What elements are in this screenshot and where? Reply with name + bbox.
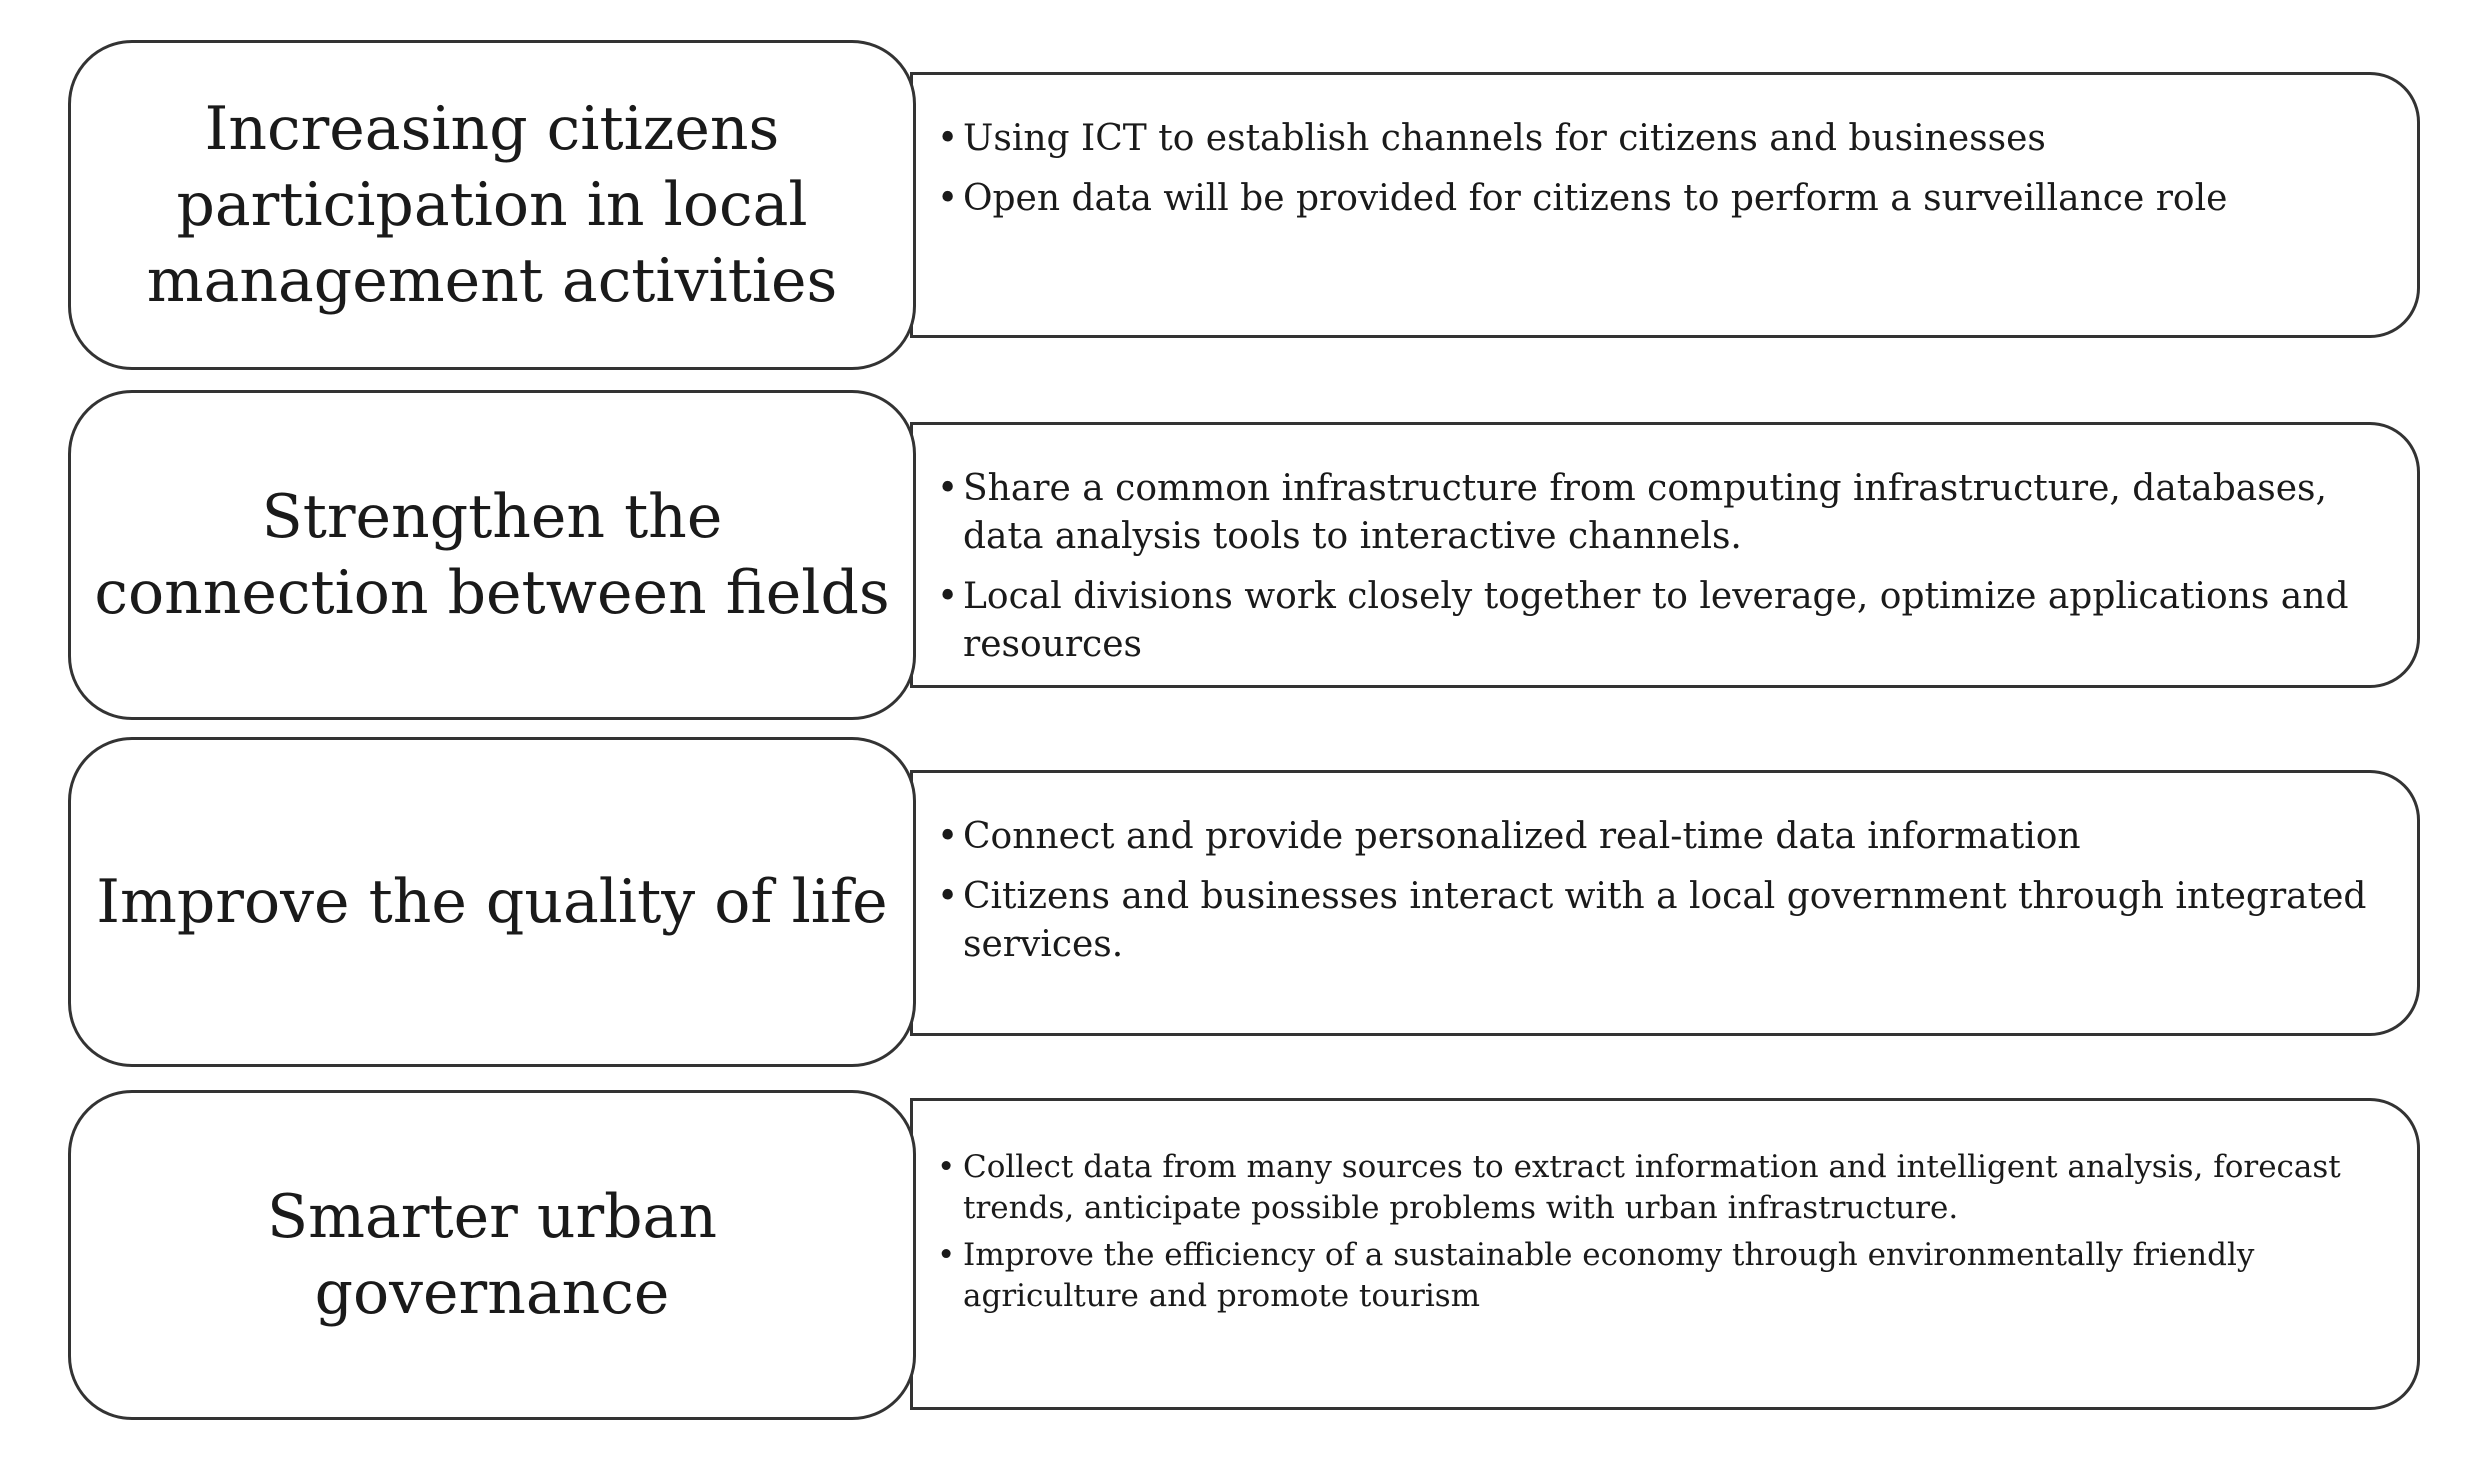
objective-details-list xyxy=(931,465,2377,669)
objective-details-list xyxy=(931,115,2377,223)
objective-detail-item: • Local divisions work closely together to leverage, optimize applications and resources xyxy=(931,573,2377,669)
objective-details-box xyxy=(910,72,2420,338)
objective-detail-item: • Collect data from many sources to extract information and intelligent analysis, forecast trends, anticipate possible problems with urban infrastructure. xyxy=(931,1147,2377,1229)
objective-detail-item: • Using ICT to establish channels for citizens and businesses xyxy=(931,115,2377,163)
objective-title-box xyxy=(68,390,916,720)
objective-title-box xyxy=(68,40,916,370)
objective-title: Improve the quality of life xyxy=(96,866,888,937)
objective-title: Increasing citizens participation in local management activities xyxy=(146,93,838,317)
objective-detail-item: • Connect and provide personalized real-time data information xyxy=(931,813,2377,861)
objective-detail-item: • Share a common infrastructure from computing infrastructure, databases, data analysis tools to interactive channels. xyxy=(931,465,2377,561)
objective-title: Strengthen the connection between fields xyxy=(94,481,890,628)
objective-detail-item: • Citizens and businesses interact with a local government through integrated services. xyxy=(931,873,2377,969)
objective-title: Smarter urban governance xyxy=(267,1181,717,1328)
objective-details-box xyxy=(910,1098,2420,1410)
objective-details-list xyxy=(931,1147,2377,1317)
objective-details-box xyxy=(910,422,2420,688)
objective-title-box xyxy=(68,1090,916,1420)
objective-detail-item: • Open data will be provided for citizens to perform a surveillance role xyxy=(931,175,2377,223)
objective-detail-item: • Improve the efficiency of a sustainable economy through environmentally friendly agriculture and promote tourism xyxy=(931,1235,2377,1317)
objective-details-box xyxy=(910,770,2420,1036)
objective-title-box xyxy=(68,737,916,1067)
objective-details-list xyxy=(931,813,2377,969)
